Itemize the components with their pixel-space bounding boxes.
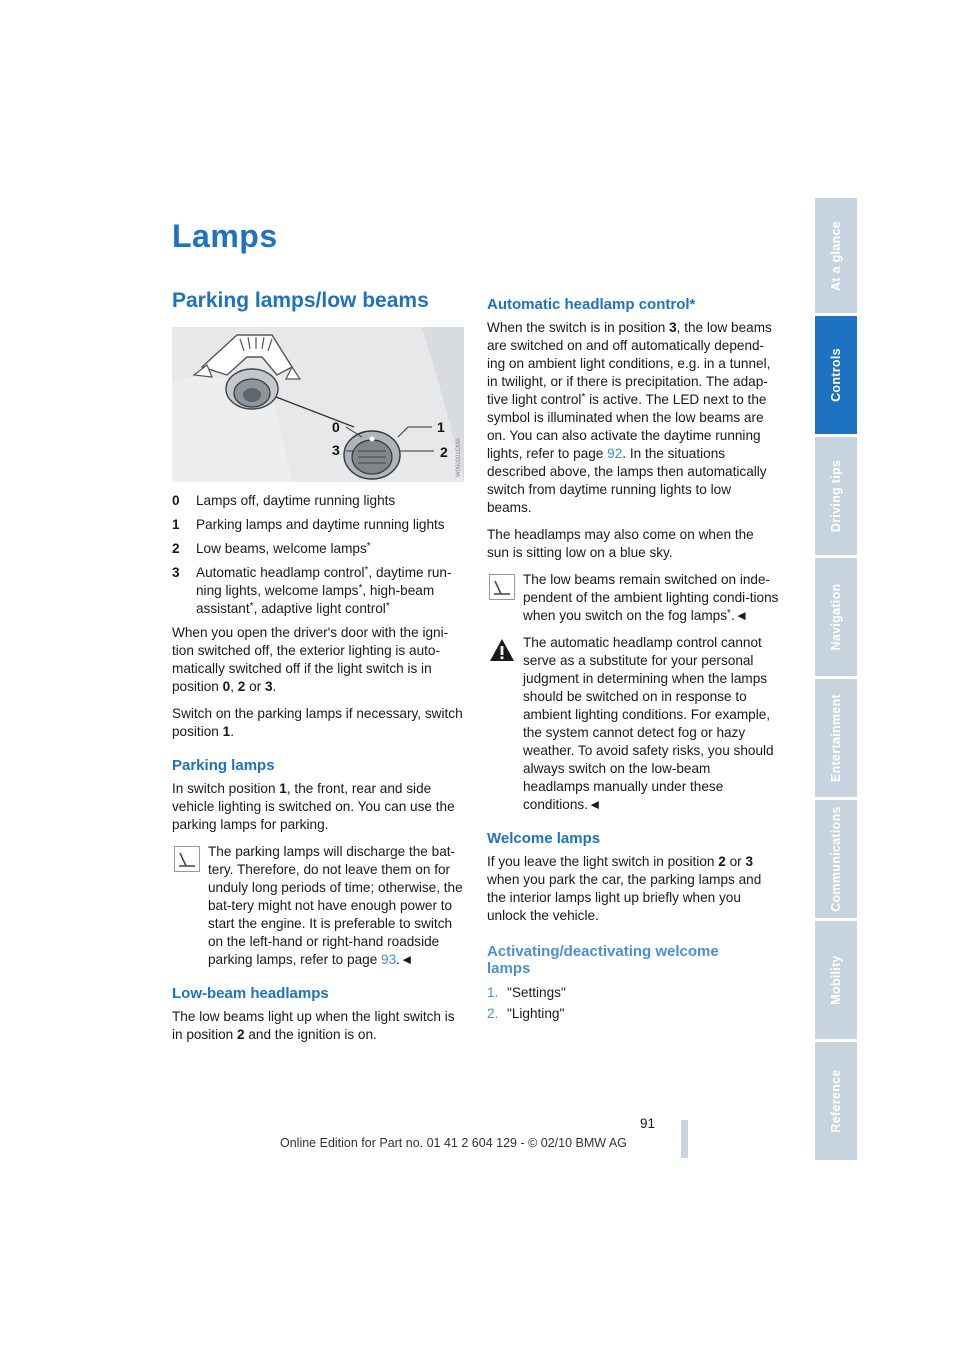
footer-marker xyxy=(681,1120,688,1158)
page-number: 91 xyxy=(640,1116,656,1131)
light-switch-figure xyxy=(172,327,464,482)
tab-controls[interactable]: Controls xyxy=(815,316,857,434)
figure-label-2: 2 xyxy=(440,444,448,460)
tab-reference[interactable]: Reference xyxy=(815,1042,857,1160)
note-icon xyxy=(174,846,200,872)
auto-paragraph: When the switch is in position 3, the low beams are switched on and off automatically depend-ing on ambient light conditions, e.g. in a tunnel, in twilight, or if there is precipitation. The adap-tive light control* is active. The LED next to the symbol is illuminated when the low beams are on. You can also activate the daytime running lights, refer to page 92. In the situations described above, the lamps then automatically switch from daytime running lights to low beams. xyxy=(487,320,772,515)
tab-navigation[interactable]: Navigation xyxy=(815,558,857,676)
left-column xyxy=(172,289,464,1053)
low-beam-paragraph: The low beams light up when the light switch is in position 2 and the ignition is on. xyxy=(172,1009,455,1042)
parking-lamps-heading: Parking lamps xyxy=(172,757,275,774)
section-title: Parking lamps/low beams xyxy=(172,289,429,312)
parking-paragraph: In switch position 1, the front, rear and side vehicle lighting is switched on. You can use the parking lamps for parking. xyxy=(172,781,455,832)
light-switch-illustration xyxy=(172,327,464,482)
warning-icon xyxy=(489,637,515,663)
list-item: 1 Parking lamps and daytime running lights xyxy=(172,517,445,532)
figure-label-1: 1 xyxy=(437,419,445,435)
welcome-lamps-heading: Welcome lamps xyxy=(487,830,601,847)
page-link-93[interactable]: 93 xyxy=(381,952,397,967)
low-beam-heading: Low-beam headlamps xyxy=(172,985,329,1002)
switch-paragraph: Switch on the parking lamps if necessary, switch position 1. xyxy=(172,706,463,739)
list-item: 2 Low beams, welcome lamps* xyxy=(172,541,371,556)
list-item: 3 Automatic headlamp control*, daytime run-ning lights, welcome lamps*, high-beam assistant*, adaptive light control* xyxy=(172,565,452,616)
auto-headlamp-heading: Automatic headlamp control* xyxy=(487,296,696,313)
tab-driving-tips[interactable]: Driving tips xyxy=(815,437,857,555)
figure-label-0: 0 xyxy=(332,419,340,435)
fog-lamps-note: The low beams remain switched on inde-pendent of the ambient lighting condi-tions when you switch on the fog lamps*.◄ xyxy=(487,571,779,625)
tab-entertainment[interactable]: Entertainment xyxy=(815,679,857,797)
warning-note: The automatic headlamp control cannot serve as a substitute for your personal judgment in determining when the lamps should be switched on in response to ambient lighting conditions. For example, the system cannot detect fog or hazy weather. To avoid safety risks, you should always switch on the low-beam headlamps manually under these conditions.◄ xyxy=(487,634,779,814)
tab-mobility[interactable]: Mobility xyxy=(815,921,857,1039)
list-item: 0 Lamps off, daytime running lights xyxy=(172,493,396,508)
figure-label-3: 3 xyxy=(332,442,340,458)
tab-communications[interactable]: Communications xyxy=(815,800,857,918)
tab-at-a-glance[interactable]: At a glance xyxy=(815,198,857,313)
figure-code: W060001CMA xyxy=(456,437,462,477)
page-title: Lamps xyxy=(172,218,278,254)
footer-text: Online Edition for Part no. 01 41 2 604 129 - © 02/10 BMW AG xyxy=(280,1136,627,1150)
list-item: 2. "Lighting" xyxy=(487,1006,565,1021)
activate-welcome-heading: Activating/deactivating welcome lamps xyxy=(487,943,719,977)
chapter-tabs xyxy=(815,198,857,1163)
page-link-92[interactable]: 92 xyxy=(607,446,623,461)
note-icon xyxy=(489,574,515,600)
sun-paragraph: The headlamps may also come on when the sun is sitting low on a blue sky. xyxy=(487,527,754,560)
parking-note: The parking lamps will discharge the bat-tery. Therefore, do not leave them on for unduly long periods of time; otherwise, the bat-tery might not have enough power to start the engine. It is preferable to switch on the left-hand or right-hand roadside parking lamps, refer to page 93.◄ xyxy=(172,843,464,969)
list-item: 1. "Settings" xyxy=(487,985,566,1000)
welcome-paragraph: If you leave the light switch in position 2 or 3 when you park the car, the parking lamps and the interior lamps light up briefly when you unlock the vehicle. xyxy=(487,854,762,923)
right-column xyxy=(487,296,779,1026)
door-paragraph: When you open the driver's door with the igni-tion switched off, the exterior lighting is auto-matically switched off if the light switch is in position 0, 2 or 3. xyxy=(172,625,449,694)
